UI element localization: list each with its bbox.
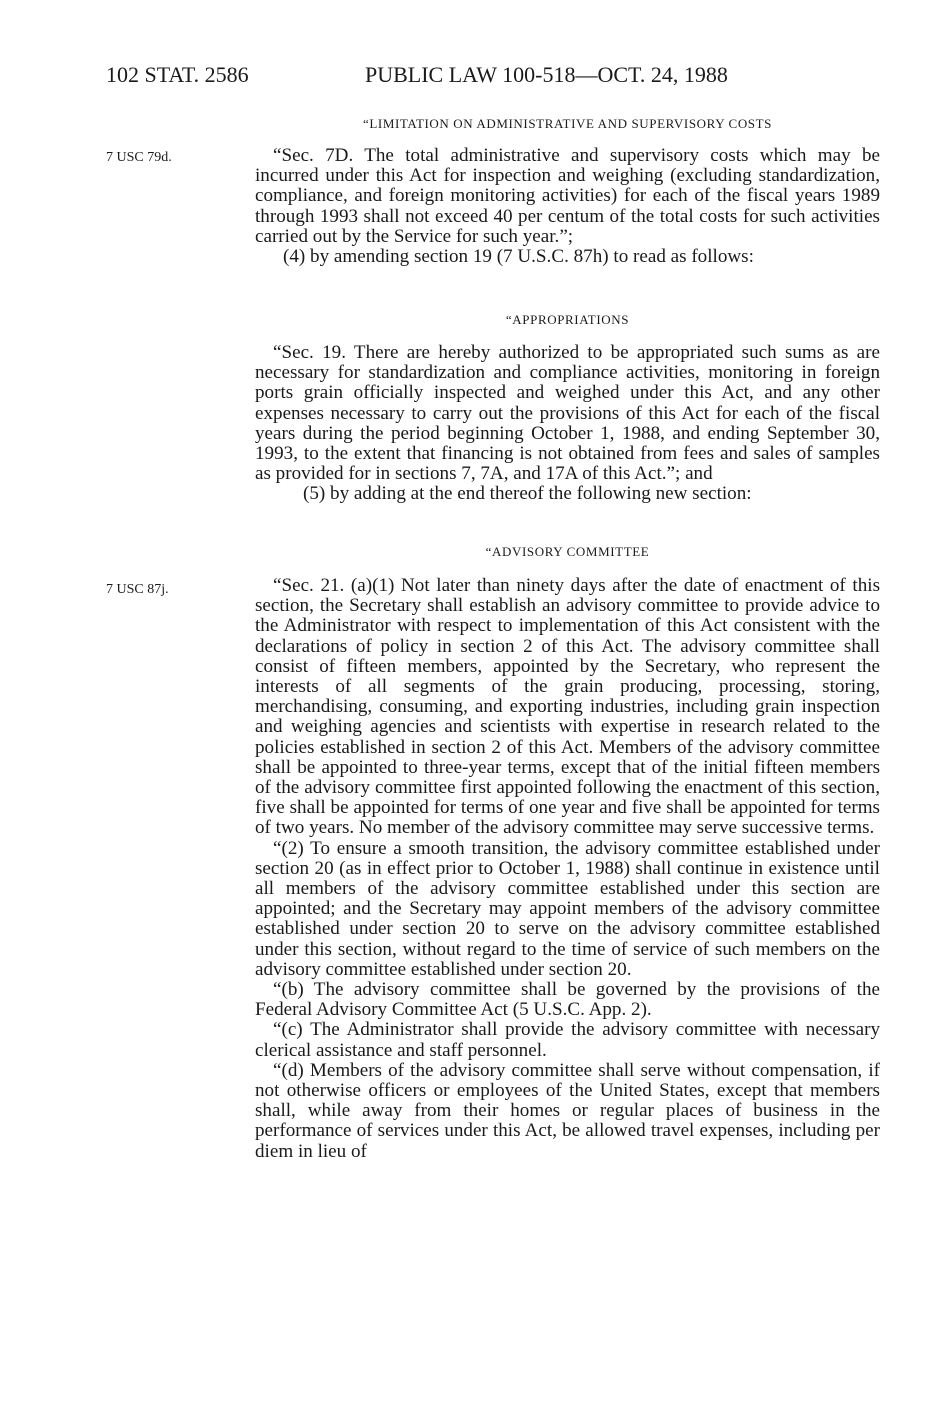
paragraph-sec-21-a2: “(2) To ensure a smooth transition, the advisory committee established under section 20 (as in effect prior to October 1, 1988) shall continue in existence until all members of the advisory committee established under this section are appointed; and the Secretary may appoint members of the advisory committee established under section 20 to serve on the advisory committee established under this section, without regard to the time of service of such members on the advisory committee established under section 20. <box>255 837 880 980</box>
section-7d-text <box>255 146 880 267</box>
paragraph-sec-21-b: “(b) The advisory committee shall be governed by the provisions of the Federal Advisory Committee Act (5 U.S.C. App. 2). <box>255 979 880 1021</box>
paragraph-sec-7d: “Sec. 7D. The total administrative and supervisory costs which may be incurred under this Act for inspection and weighing (excluding standardization, compliance, and foreign monitoring activities) for each of the fiscal years 1989 through 1993 shall not exceed 40 per centum of the total costs for such activities carried out by the Service for such year.”; <box>255 145 880 247</box>
section-21-text <box>255 576 880 1162</box>
paragraph-sec-19: “Sec. 19. There are hereby authorized to be appropriated such sums as are necessary for standardization and compliance activities, monitoring in foreign ports grain officially inspected and weighed under this Act, and any other expenses necessary to carry out the provisions of this Act for each of the fiscal years during the period beginning October 1, 1988, and ending September 30, 1993, to the extent that financing is not obtained from fees and sales of samples as provided for in sections 7, 7A, and 17A of this Act.”; and <box>255 342 880 485</box>
heading-limitation: “LIMITATION ON ADMINISTRATIVE AND SUPERVISORY COSTS <box>362 116 773 131</box>
heading-appropriations: “APPROPRIATIONS <box>505 312 630 327</box>
paragraph-sec-21-c: “(c) The Administrator shall provide the advisory committee with necessary clerical assistance and staff personnel. <box>255 1019 880 1061</box>
heading-advisory-committee: “ADVISORY COMMITTEE <box>485 544 650 559</box>
margin-note-79d: 7 USC 79d. <box>106 150 172 165</box>
section-19-text <box>255 343 880 505</box>
margin-note-87j: 7 USC 87j. <box>106 582 169 597</box>
paragraph-add-section: (5) by adding at the end thereof the following new section: <box>303 483 752 505</box>
page-header <box>0 62 947 92</box>
paragraph-amend-19: (4) by amending section 19 (7 U.S.C. 87h) to read as follows: <box>283 246 754 268</box>
paragraph-sec-21-d: “(d) Members of the advisory committee shall serve without compensation, if not otherwise officers or employees of the United States, except that members shall, while away from their homes or regular places of business in the performance of services under this Act, be allowed travel expenses, including per diem in lieu of <box>255 1059 880 1162</box>
paragraph-sec-21-a1: “Sec. 21. (a)(1) Not later than ninety days after the date of enactment of this section, the Secretary shall establish an advisory committee to provide advice to the Administrator with respect to implementation of this Act consistent with the declarations of policy in section 2 of this Act. The advisory committee shall consist of fifteen members, appointed by the Secretary, who represent the interests of all segments of the grain producing, processing, storing, merchandising, consuming, and exporting industries, including grain inspection and weighing agencies and scientists with expertise in research related to the policies established in section 2 of this Act. Members of the advisory committee shall be appointed to three-year terms, except that of the initial fifteen members of the advisory committee first appointed following the enactment of this section, five shall be appointed for terms of one year and five shall be appointed for terms of two years. No member of the advisory committee may serve successive terms. <box>255 575 880 839</box>
public-law-title: PUBLIC LAW 100-518—OCT. 24, 1988 <box>365 62 728 87</box>
statute-page-number: 102 STAT. 2586 <box>106 62 249 87</box>
